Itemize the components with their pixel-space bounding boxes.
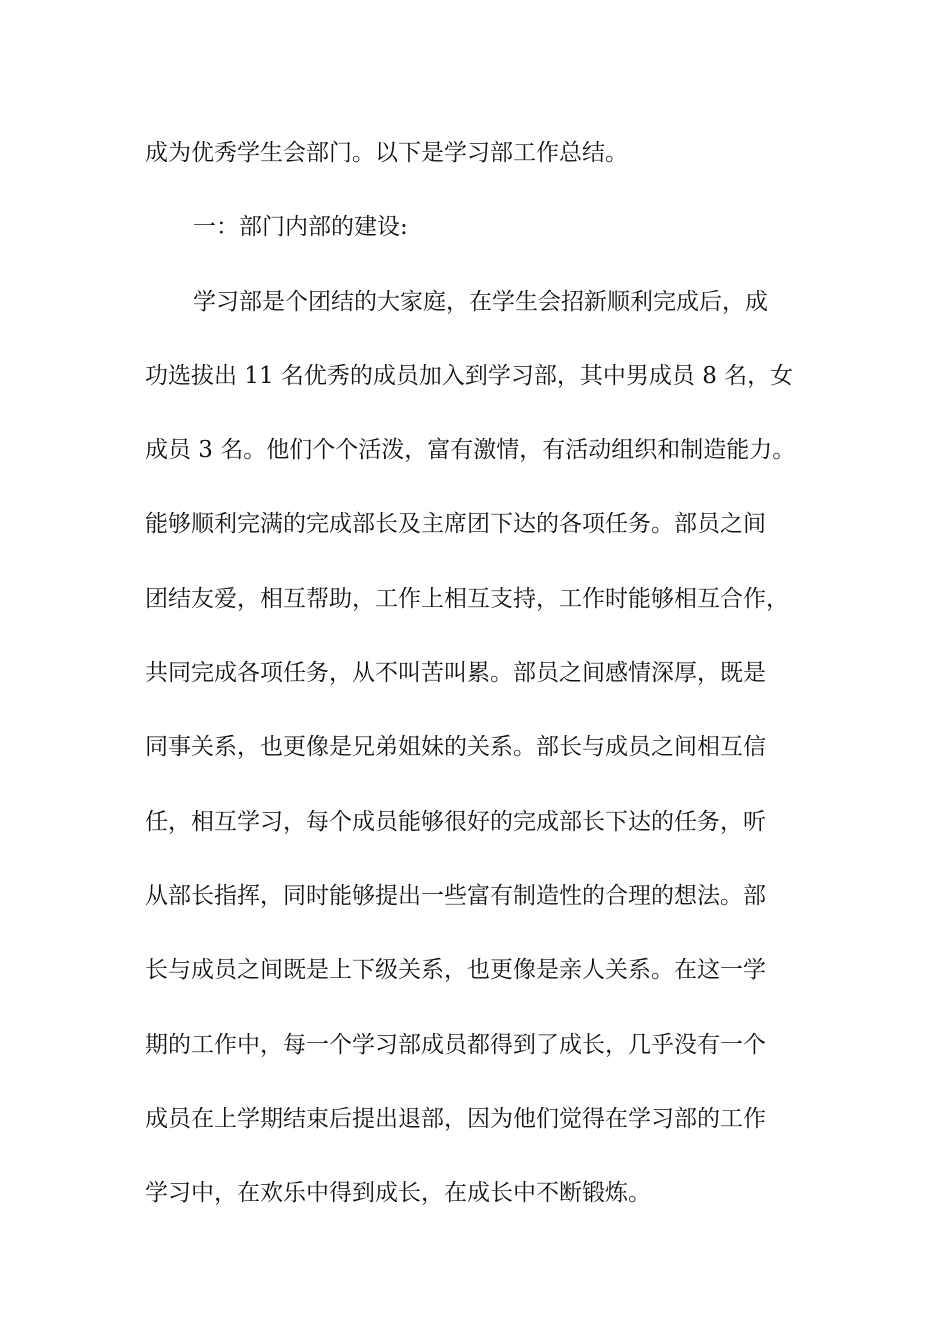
text-line: 学习中，在欢乐中得到成长，在成长中不断锻炼。 [145,1180,651,1206]
text-line: 成员 3 名。他们个个活泼，富有激情，有活动组织和制造能力。 [145,437,796,463]
section-heading: 一：部门内部的建设: [193,214,408,240]
text-line: 团结友爱，相互帮助，工作上相互支持，工作时能够相互合作， [145,586,789,612]
text-line: 功选拔出 11 名优秀的成员加入到学习部，其中男成员 8 名，女 [145,363,794,389]
text-line: 从部长指挥，同时能够提出一些富有制造性的合理的想法。部 [145,883,766,909]
text-line: 学习部是个团结的大家庭，在学生会招新顺利完成后，成 [193,289,768,315]
text-line: 能够顺利完满的完成部长及主席团下达的各项任务。部员之间 [145,511,766,537]
text-line: 期的工作中，每一个学习部成员都得到了成长，几乎没有一个 [145,1032,766,1058]
text-line: 成为优秀学生会部门。以下是学习部工作总结。 [145,140,628,166]
text-line: 同事关系，也更像是兄弟姐妹的关系。部长与成员之间相互信 [145,734,766,760]
text-line: 成员在上学期结束后提出退部，因为他们觉得在学习部的工作 [145,1106,766,1132]
text-line: 共同完成各项任务，从不叫苦叫累。部员之间感情深厚，既是 [145,660,766,686]
text-line: 长与成员之间既是上下级关系，也更像是亲人关系。在这一学 [145,957,766,983]
text-line: 任，相互学习，每个成员能够很好的完成部长下达的任务，听 [145,809,766,835]
